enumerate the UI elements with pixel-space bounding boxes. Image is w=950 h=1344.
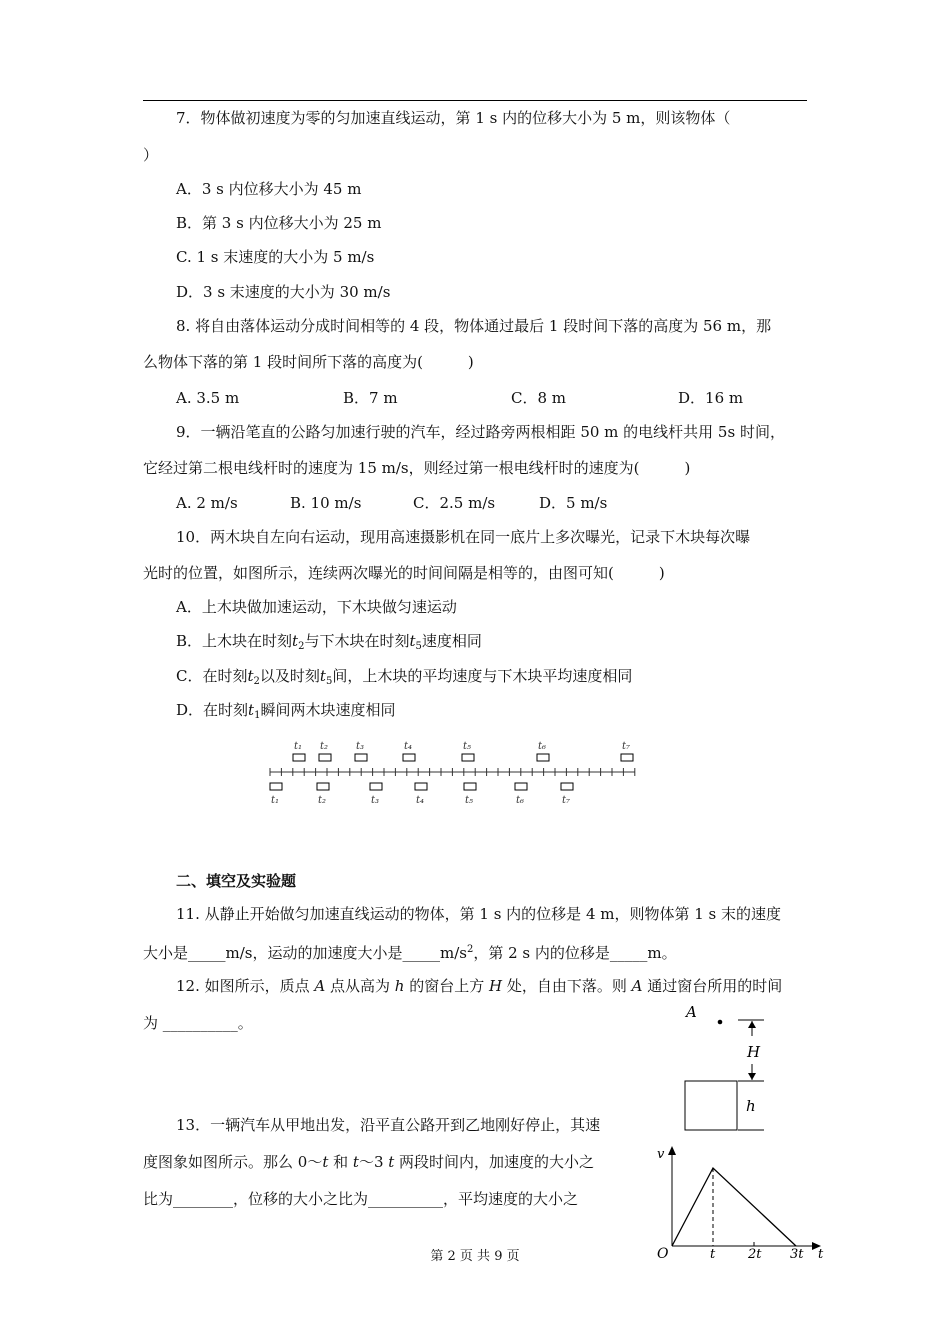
lower-time-label: t₇ (562, 795, 571, 806)
q9-stem: 9．一辆沿笔直的公路匀加速行驶的汽车，经过路旁两根相距 50 m 的电线杆共用 5s 时间， (176, 423, 785, 441)
upper-time-label: t₂ (320, 741, 329, 752)
upper-block (537, 754, 549, 761)
ruler (270, 768, 635, 776)
header-rule (143, 100, 807, 101)
q10-option-b: B．上木块在时刻$t_2$与下木块在时刻$t_5$速度相同 (176, 632, 482, 652)
q8-stem-cont: 么物体下落的第 1 段时间所下落的高度为( ) (143, 353, 474, 371)
origin-label: O (657, 1246, 669, 1262)
q12-window-figure (676, 1000, 776, 1136)
lower-time-label: t₄ (416, 795, 425, 806)
q8-stem: 8. 将自由落体运动分成时间相等的 4 段，物体通过最后 1 段时间下落的高度为 56 m，那 (176, 317, 772, 335)
upper-time-label: t₄ (404, 741, 413, 752)
t-axis-label: t (818, 1247, 824, 1262)
q8-option-c: C．8 m (511, 389, 567, 407)
lower-time-label: t₂ (318, 795, 327, 806)
tick-2t: 2t (748, 1247, 762, 1262)
section-heading: 二、填空及实验题 (176, 872, 297, 890)
height-H-label: H (747, 1043, 761, 1061)
q10-option-d: D．在时刻$t_1$瞬间两木块速度相同 (176, 701, 396, 721)
upper-block (355, 754, 367, 761)
q10-stem: 10．两木块自左向右运动，现用高速摄影机在同一底片上多次曝光，记录下木块每次曝 (176, 528, 751, 546)
lower-block (464, 783, 476, 790)
q11-stem: 11. 从静止开始做匀加速直线运动的物体，第 1 s 内的位移是 4 m，则物体第 1 s 末的速度 (176, 905, 782, 923)
upper-time-label: t₅ (463, 741, 472, 752)
q7-stem-cont: ） (143, 146, 159, 164)
lower-block (317, 783, 329, 790)
lower-block (415, 783, 427, 790)
lower-time-label: t₃ (371, 795, 380, 806)
upper-block (293, 754, 305, 761)
lower-block (515, 783, 527, 790)
q8-option-b: B．7 m (343, 389, 398, 407)
q9-stem-cont: 它经过第二根电线杆时的速度为 15 m/s，则经过第一根电线杆时的速度为( ) (143, 459, 691, 477)
upper-time-label: t₃ (356, 741, 365, 752)
height-h-label: h (746, 1097, 756, 1115)
v-label: v (657, 1147, 665, 1162)
q8-option-a: A. 3.5 m (176, 389, 240, 407)
q10-stem-cont: 光时的位置，如图所示，连续两次曝光的时间间隔是相等的，由图可知( ) (143, 564, 665, 582)
point-a (718, 1020, 723, 1025)
q12-stem: 12. 如图所示，质点 A 点从高为 h 的窗台上方 H 处，自由下落。则 A 通过窗台所用的时间 (176, 977, 783, 995)
q7-stem: 7．物体做初速度为零的匀加速直线运动，第 1 s 内的位移大小为 5 m，则该物体（ (176, 109, 731, 127)
q7-option-b: B．第 3 s 内位移大小为 25 m (176, 214, 382, 232)
lower-time-label: t₁ (271, 795, 280, 806)
q11-stem-cont: 大小是_____m/s，运动的加速度大小是$\_\_\_\_\_m/s^2$，第 2 s 内的位移是_____m。 (143, 944, 677, 962)
q9-option-b: B. 10 m/s (290, 494, 362, 512)
q12-stem-cont: 为 __________。 (143, 1014, 253, 1032)
q9-option-d: D．5 m/s (539, 494, 608, 512)
upper-block (462, 754, 474, 761)
upper-time-label: t₁ (294, 741, 303, 752)
upper-time-label: t₇ (622, 741, 631, 752)
lower-block (270, 783, 282, 790)
lower-time-label: t₆ (516, 795, 525, 806)
upper-block (319, 754, 331, 761)
q7-option-c: C. 1 s 末速度的大小为 5 m/s (176, 248, 375, 266)
lower-block (370, 783, 382, 790)
lower-time-label: t₅ (465, 795, 474, 806)
q7-option-a: A．3 s 内位移大小为 45 m (176, 180, 362, 198)
lower-block (561, 783, 573, 790)
q13-stem-cont: 度图象如图所示。那么 0～t 和 t～3 t 两段时间内，加速度的大小之 (143, 1153, 595, 1171)
q8-option-d: D．16 m (678, 389, 744, 407)
q7-option-d: D．3 s 末速度的大小为 30 m/s (176, 283, 391, 301)
upper-blocks (293, 741, 633, 761)
upper-block (403, 754, 415, 761)
q10-option-c: C．在时刻$t_2$以及时刻$t_5$间，上木块的平均速度与下木块平均速度相同 (176, 667, 633, 687)
q10-exposure-figure (260, 736, 650, 812)
tick-t: t (710, 1247, 716, 1262)
q9-option-c: C．2.5 m/s (413, 494, 496, 512)
q13-stem: 13．一辆汽车从甲地出发，沿平直公路开到乙地刚好停止，其速 (176, 1116, 601, 1134)
upper-time-label: t₆ (538, 741, 547, 752)
tick-3t: 3t (790, 1247, 804, 1262)
q9-option-a: A. 2 m/s (176, 494, 238, 512)
velocity-line (672, 1168, 796, 1246)
q13-stem-cont2: 比为________，位移的大小之比为__________，平均速度的大小之 (143, 1190, 579, 1208)
point-a-label: A (686, 1003, 697, 1021)
upper-block (621, 754, 633, 761)
lower-blocks (270, 783, 573, 806)
q10-option-a: A．上木块做加速运动，下木块做匀速运动 (176, 598, 457, 616)
window-sill (685, 1081, 737, 1130)
page-footer: 第 2 页 共 9 页 (430, 1249, 520, 1264)
